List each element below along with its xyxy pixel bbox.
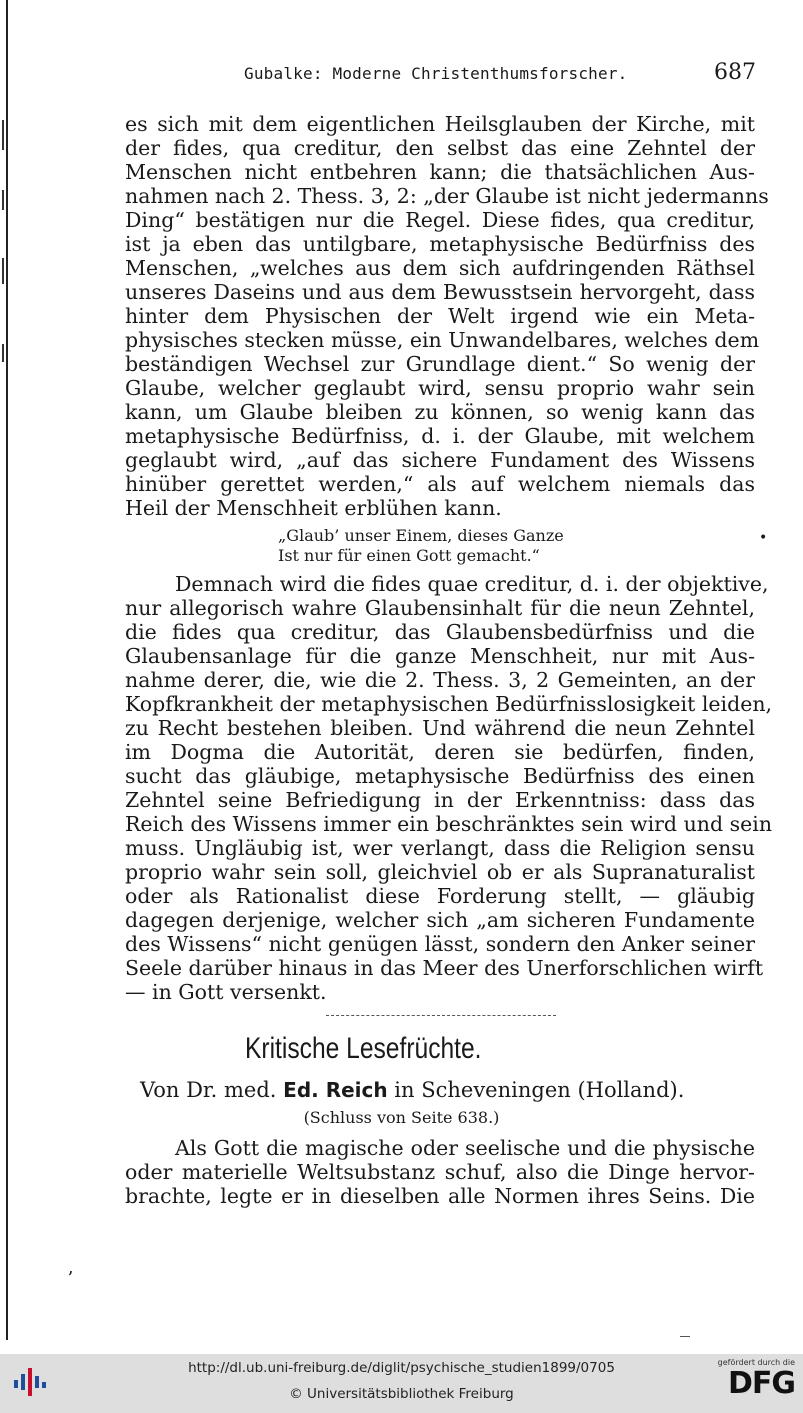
text-line: Menschen nicht entbehren kann; die thatsächlichen Aus- (125, 160, 755, 184)
text-line: muss. Ungläubig ist, wer verlangt, dass die Religion sensu (125, 836, 755, 860)
text-line: nahmen nach 2. Thess. 3, 2: „der Glaube ist nicht jedermanns (125, 184, 769, 208)
page-header (244, 60, 756, 90)
text-line: hinter dem Physischen der Welt irgend wie ein Meta- (125, 304, 755, 328)
text-line: Seele darüber hinaus in das Meer des Unerforschlichen wirft (125, 956, 764, 980)
byline (140, 1078, 760, 1102)
text-line: beständigen Wechsel zur Grundlage dient.“ So wenig der (125, 352, 755, 376)
stray-mark: ʼ (67, 1268, 73, 1289)
source-url[interactable]: http://dl.ub.uni-freiburg.de/diglit/psychische_studien1899/0705 (188, 1360, 615, 1376)
text-line: Kopfkrankheit der metaphysischen Bedürfnisslosigkeit leiden, (125, 692, 773, 716)
text-line: oder materielle Weltsubstanz schuf, also die Dinge hervor- (125, 1160, 755, 1184)
text-line: unseres Daseins und aus dem Bewusstsein hervorgeht, dass (125, 280, 755, 304)
stray-mark (680, 1336, 690, 1337)
text-line: Reich des Wissens immer ein beschränktes sein wird und sein (125, 812, 773, 836)
dfg-logo (705, 1358, 795, 1410)
text-line: Demnach wird die fides quae creditur, d. i. der objektive, (175, 572, 769, 596)
text-line: oder als Rationalist diese Forderung stellt, — gläubig (125, 884, 755, 908)
paragraph-3 (125, 1136, 755, 1208)
stray-mark: • (759, 530, 768, 546)
byline-author: Ed. Reich (283, 1078, 388, 1102)
text-line: ist ja eben das untilgbare, metaphysische Bedürfniss des (125, 232, 755, 256)
text-line: metaphysische Bedürfniss, d. i. der Glaube, mit welchem (125, 424, 755, 448)
text-line: brachte, legte er in dieselben alle Normen ihres Seins. Die (125, 1184, 755, 1208)
section-title: Kritische Lesefrüchte. (244, 1032, 482, 1065)
text-line: nahme derer, die, wie die 2. Thess. 3, 2 Gemeinten, an der (125, 668, 755, 692)
text-line: Heil der Menschheit erblühen kann. (125, 496, 502, 520)
text-line: zu Recht bestehen bleiben. Und während die neun Zehntel (125, 716, 755, 740)
continuation-note: (Schluss von Seite 638.) (303, 1108, 500, 1127)
quote-line: Ist nur für einen Gott gemacht.“ (278, 546, 540, 565)
text-line: Menschen, „welches aus dem sich aufdringenden Räthsel (125, 256, 755, 280)
text-line: im Dogma die Autorität, deren sie bedürfen, finden, (125, 740, 755, 764)
text-line: sucht das gläubige, metaphysische Bedürfniss des einen (125, 764, 755, 788)
dfg-wordmark: DFG (727, 1366, 795, 1401)
margin-tick (2, 190, 4, 210)
text-line: Zehntel seine Befriedigung in der Erkenntniss: dass das (125, 788, 755, 812)
dfg-tagline: gefördert durch die (717, 1358, 795, 1367)
text-line: nur allegorisch wahre Glaubensinhalt für die neun Zehntel, (125, 596, 755, 620)
text-line: kann, um Glaube bleiben zu können, so wenig kann das (125, 400, 755, 424)
quote-line: „Glaub’ unser Einem, dieses Ganze (278, 526, 564, 545)
section-divider (326, 1015, 556, 1016)
text-line: Als Gott die magische oder seelische und die physische (175, 1136, 755, 1160)
margin-tick (2, 258, 4, 284)
margin-tick (2, 344, 4, 362)
footer-bar (0, 1354, 803, 1413)
text-line: dagegen derjenige, welcher sich „am sicheren Fundamente (125, 908, 755, 932)
text-line: Glaubensanlage für die ganze Menschheit, nur mit Aus- (125, 644, 755, 668)
page-number: 687 (714, 60, 756, 85)
text-line: Glaube, welcher geglaubt wird, sensu proprio wahr sein (125, 376, 755, 400)
text-line: geglaubt wird, „auf das sichere Fundament des Wissens (125, 448, 755, 472)
text-line: des Wissens“ nicht genügen lässt, sondern den Anker seiner (125, 932, 755, 956)
byline-prefix: Von Dr. med. (140, 1078, 277, 1102)
margin-tick (2, 120, 4, 150)
text-line: — in Gott versenkt. (125, 980, 327, 1004)
verse-quote (278, 526, 564, 566)
text-line: physisches stecken müsse, ein Unwandelbares, welches dem (125, 328, 760, 352)
text-line: es sich mit dem eigentlichen Heilsglauben der Kirche, mit (125, 112, 755, 136)
text-line: die fides qua creditur, das Glaubensbedürfniss und die (125, 620, 755, 644)
paragraph-1 (125, 112, 769, 520)
text-line: proprio wahr sein soll, gleichviel ob er als Supranaturalist (125, 860, 755, 884)
text-line: Ding“ bestätigen nur die Regel. Diese fides, qua creditur, (125, 208, 755, 232)
text-line: der fides, qua creditur, den selbst das eine Zehntel der (125, 136, 755, 160)
text-line: hinüber gerettet werden,“ als auf welchem niemals das (125, 472, 755, 496)
running-head: Gubalke: Moderne Christenthumsforscher. (244, 64, 628, 83)
byline-suffix: in Scheveningen (Holland). (394, 1078, 685, 1102)
paragraph-2 (125, 572, 773, 1004)
copyright: © Universitätsbibliothek Freiburg (289, 1386, 514, 1402)
